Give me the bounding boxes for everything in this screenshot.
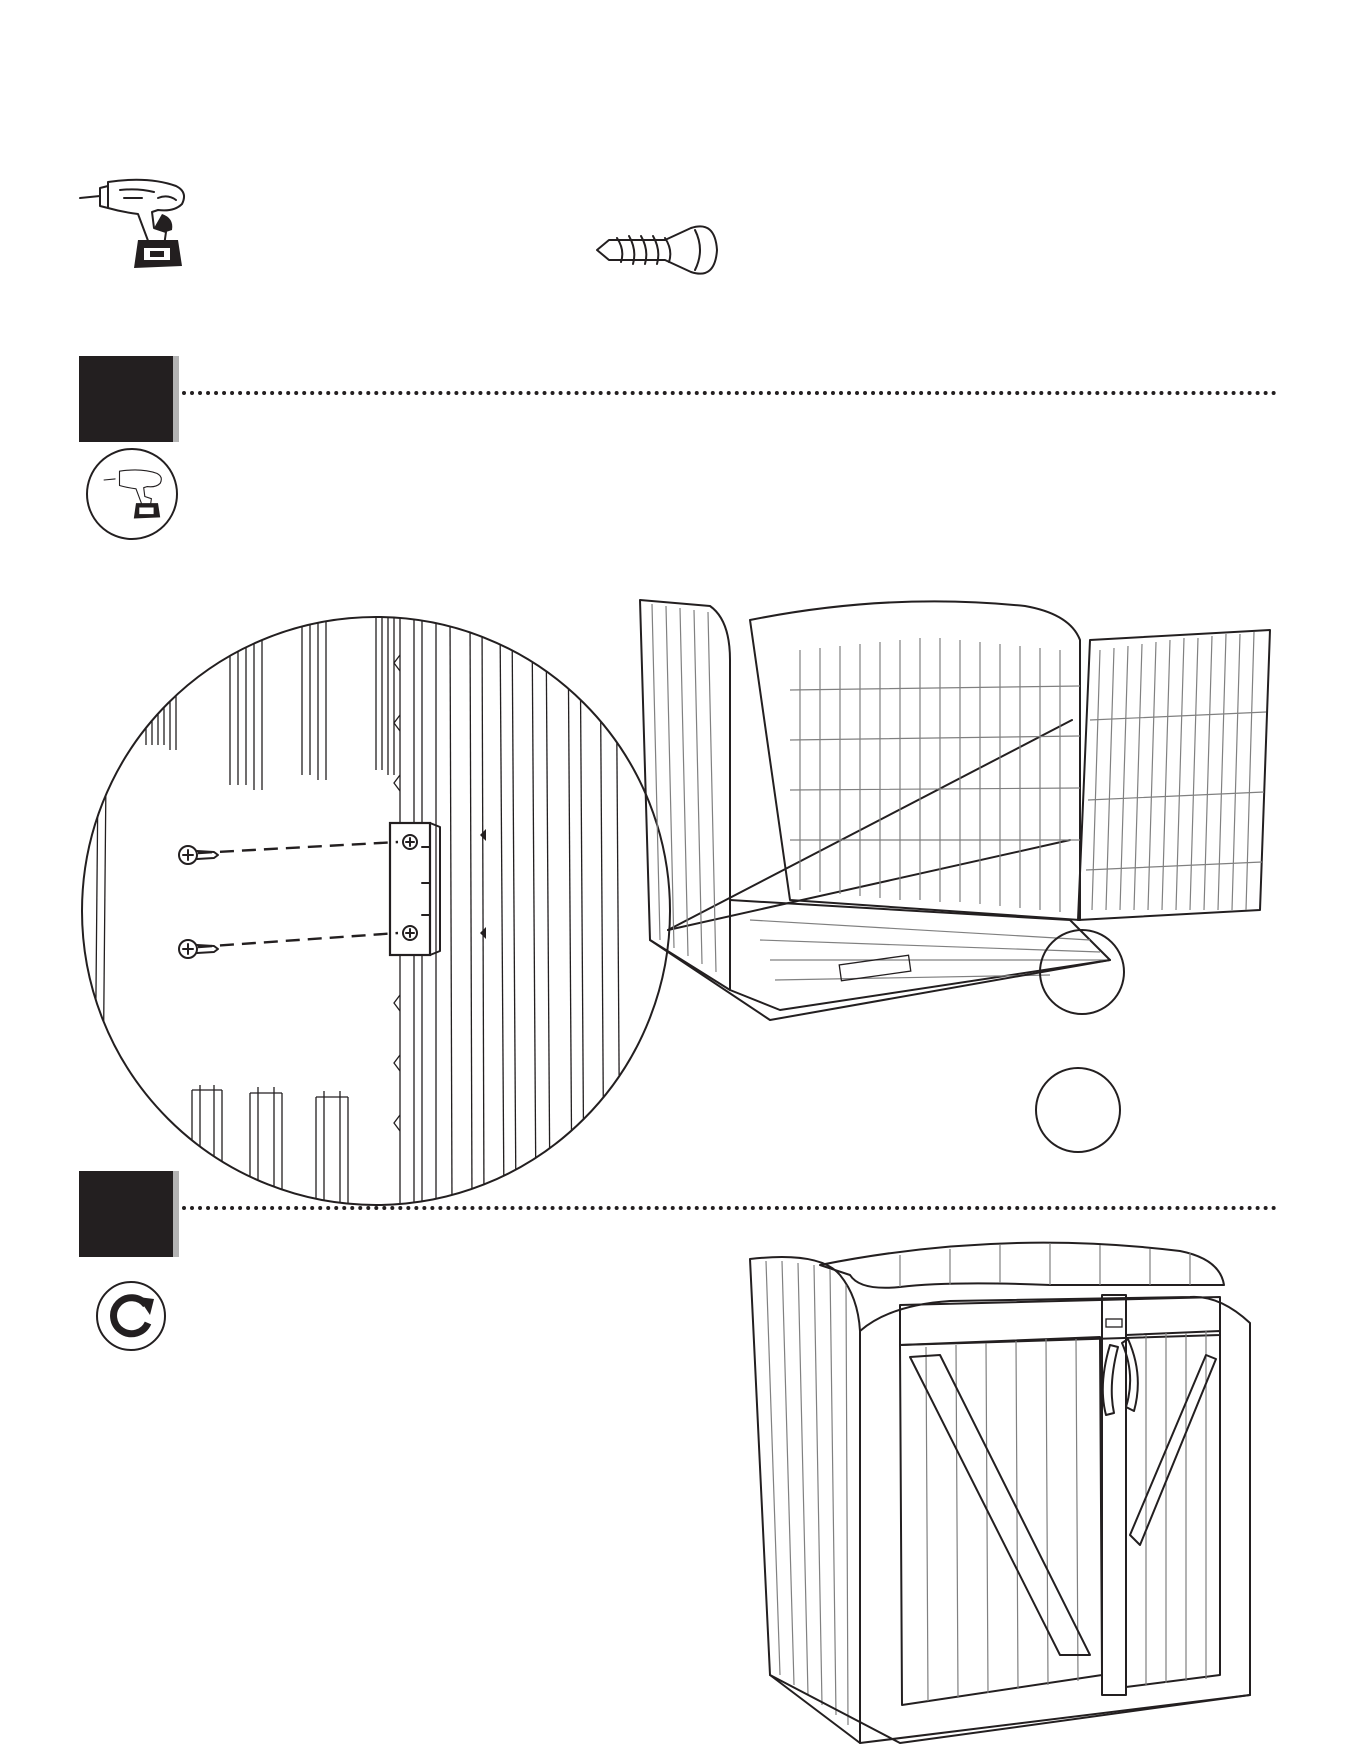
- closed-shed-illustration: [750, 1235, 1270, 1745]
- parts-row: [0, 0, 1361, 300]
- open-shed-illustration: [630, 600, 1290, 1020]
- step-2: [0, 1165, 1361, 1761]
- cordless-drill-icon: [78, 178, 193, 274]
- step-divider: [182, 1206, 1277, 1210]
- flat-head-screw-icon: [595, 222, 725, 278]
- step-1: [0, 350, 1361, 1170]
- step-number-block: [79, 1171, 173, 1257]
- rotate-icon: [92, 1277, 170, 1355]
